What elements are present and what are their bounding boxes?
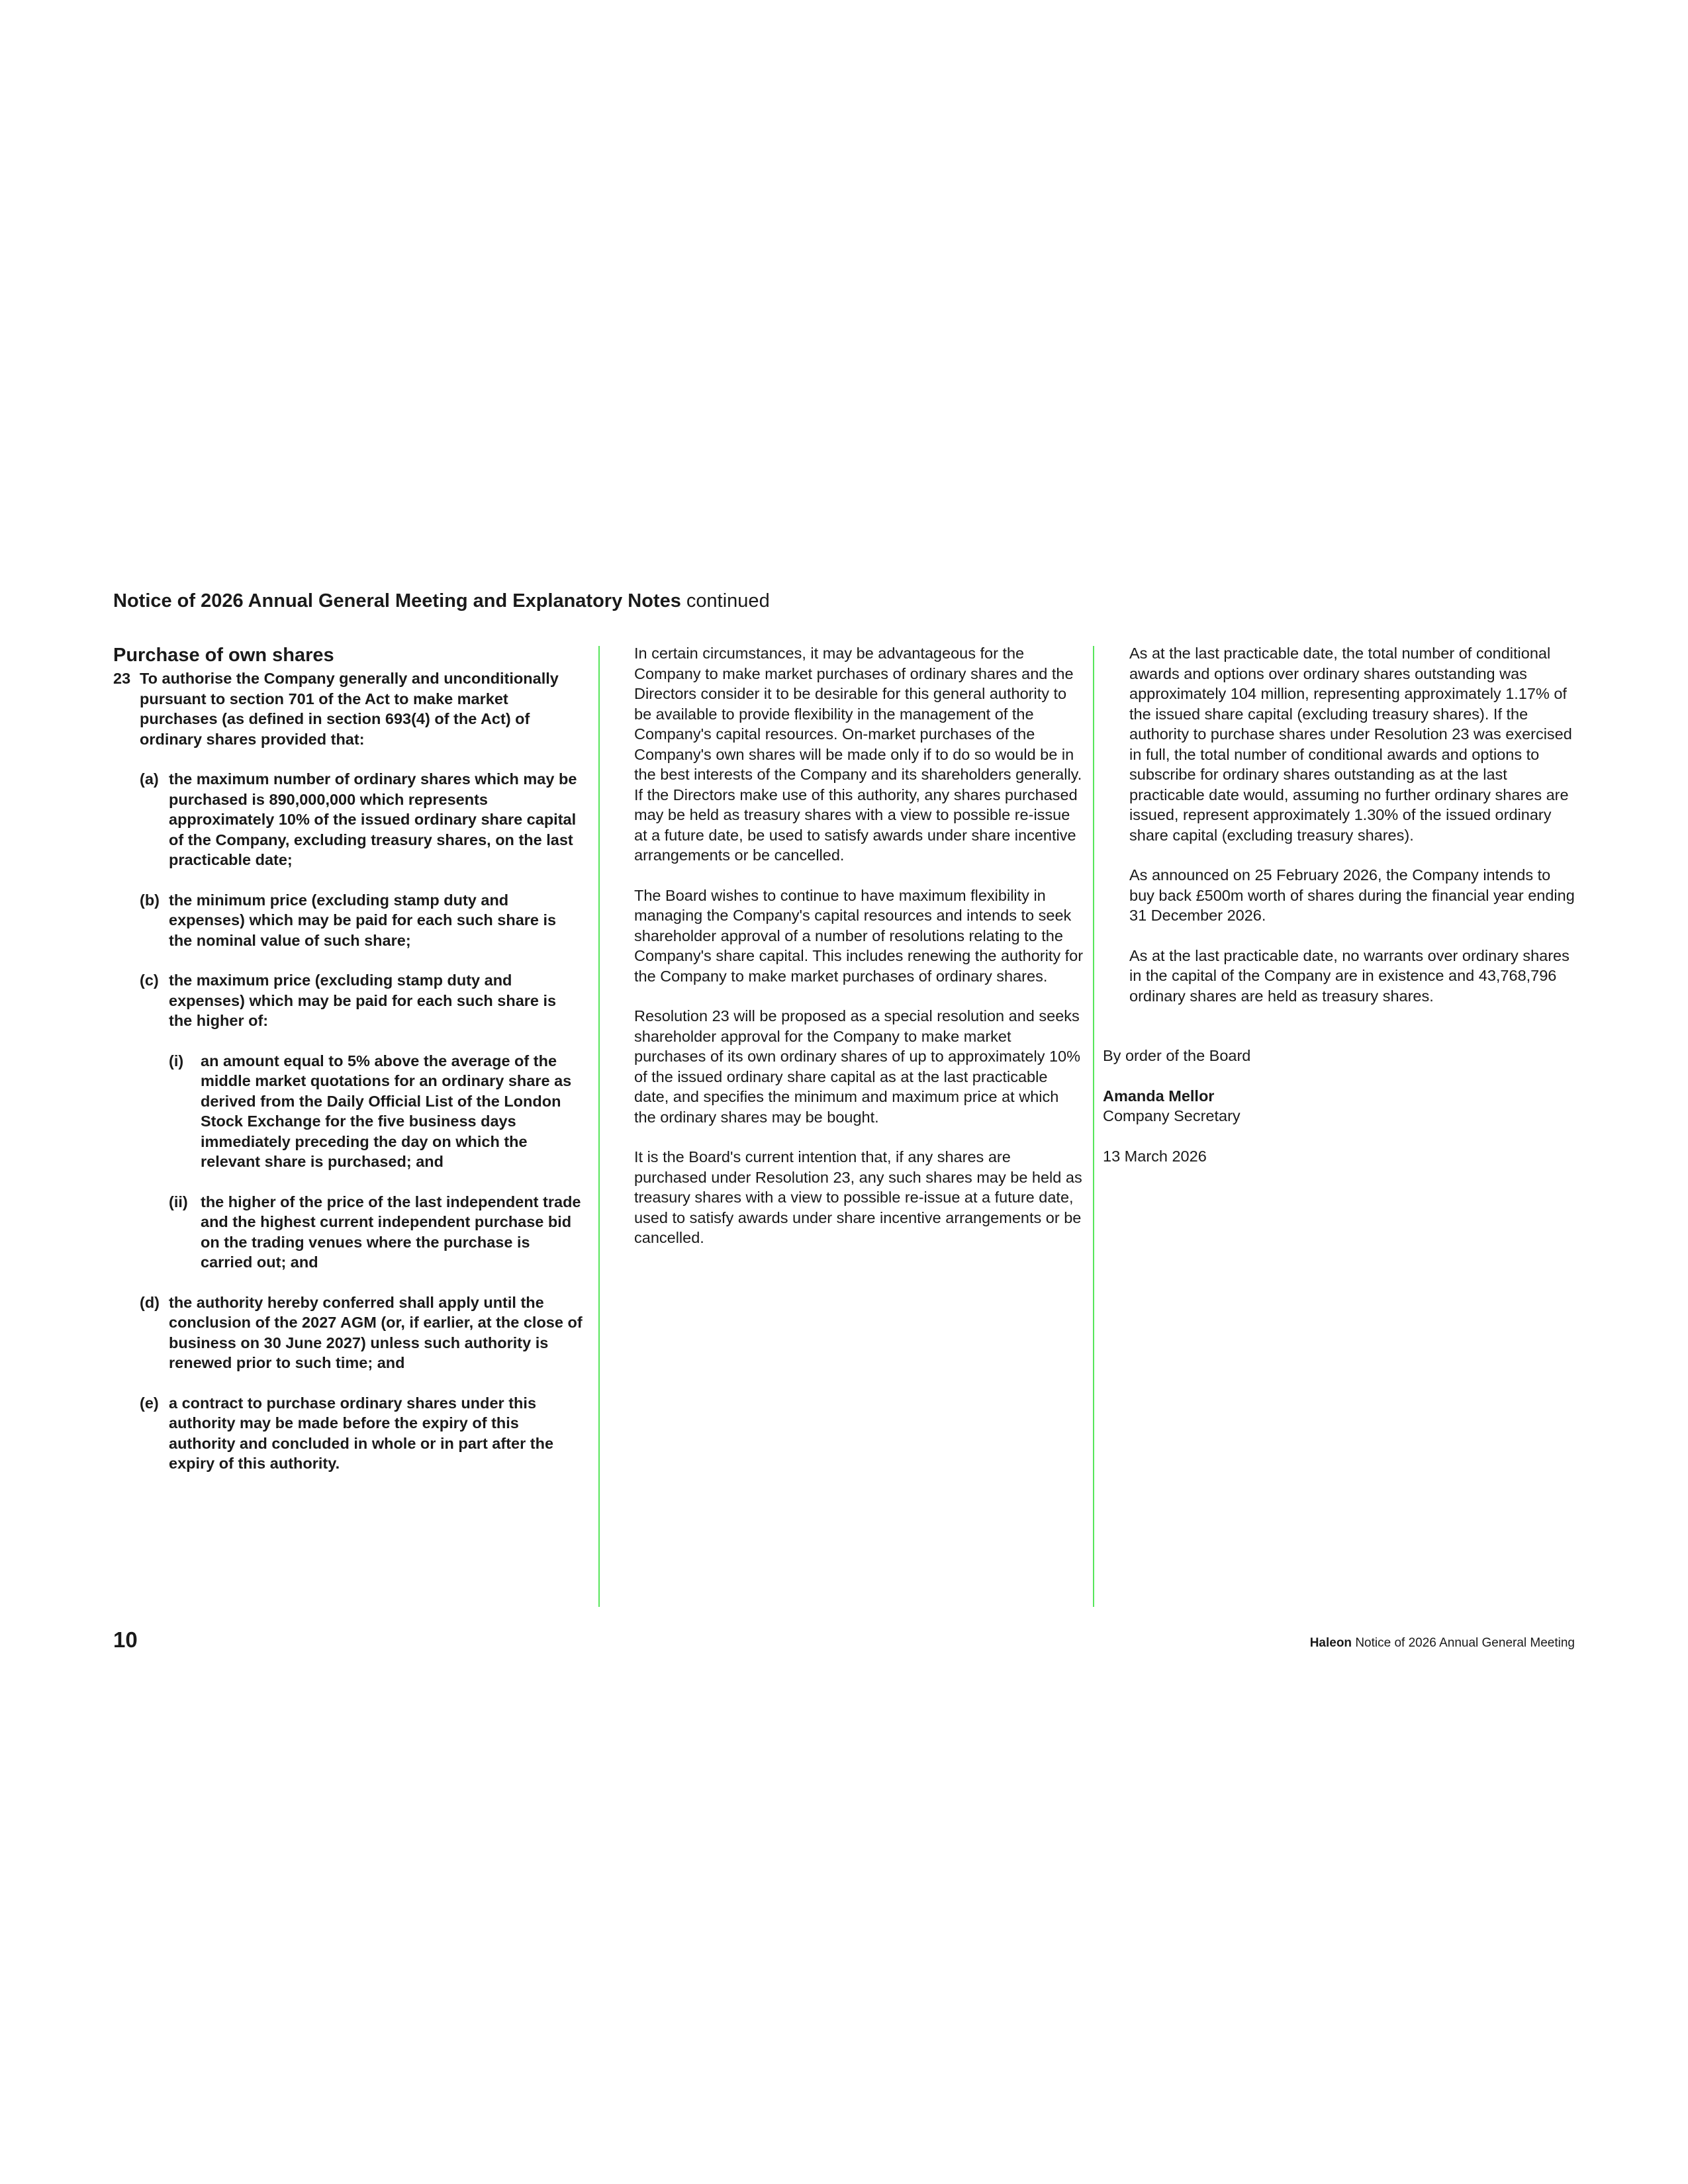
by-order-text: By order of the Board: [1103, 1047, 1251, 1064]
item-label: (c): [140, 972, 159, 989]
resolution-item-a: [140, 769, 583, 870]
item-text: the maximum number of ordinary shares which may be purchased is 890,000,000 which represents approximately 10% of the issued ordinary share capital of the Company, excluding treasury shares, on the last practicable date;: [169, 770, 577, 868]
footer-document-title: [1310, 1635, 1575, 1652]
item-label: (ii): [169, 1193, 188, 1210]
item-label: (b): [140, 891, 160, 909]
item-text: the minimum price (excluding stamp duty and expenses) which may be paid for each such share is the nominal value of such share;: [169, 891, 557, 949]
resolution-number: 23: [113, 670, 131, 687]
item-label: (e): [140, 1394, 159, 1412]
explanatory-paragraph: As announced on 25 February 2026, the Company intends to buy back £500m worth of shares during the financial year ending 31 December 2026.: [1129, 866, 1575, 924]
resolution-23: [113, 668, 583, 749]
item-text: the authority hereby conferred shall apply until the conclusion of the 2027 AGM (or, if earlier, at the close of business on 30 June 2027) unless such authority is renewed prior to such time; and: [169, 1293, 583, 1371]
header-title: Notice of 2026 Annual General Meeting and Explanatory Notes: [113, 590, 681, 612]
resolution-item-e: [140, 1393, 583, 1474]
footer-doc-title: Notice of 2026 Annual General Meeting: [1355, 1636, 1575, 1650]
explanatory-paragraph: As at the last practicable date, the total number of conditional awards and options over ordinary shares outstanding was approximately 104 million, representing approximately 1.17% of the issued share capital (excluding treasury shares). If the authority to purchase shares under Resolution 23 was exercised in full, the total number of conditional awards and options to subscribe for ordinary shares outstanding as at the last practicable date would, assuming no further ordinary shares are issued, represent approximately 1.30% of the issued ordinary share capital (excluding treasury shares).: [1129, 645, 1572, 844]
item-text: the higher of the price of the last independent trade and the highest current independent purchase bid on the trading venues where the purchase is carried out; and: [201, 1193, 581, 1271]
item-label: (i): [169, 1052, 184, 1069]
column-divider: [1093, 646, 1094, 1607]
resolution-item-c: [140, 970, 583, 1031]
signature-block: [1103, 1046, 1579, 1166]
page-number: 10: [113, 1627, 138, 1652]
resolution-item-c-ii: [169, 1192, 583, 1273]
resolution-item-c-i: [169, 1051, 583, 1172]
signature-date: 13 March 2026: [1103, 1147, 1207, 1165]
resolution-item-d: [140, 1293, 583, 1373]
resolution-item-b: [140, 890, 583, 951]
brand-name: Haleon: [1309, 1636, 1352, 1650]
item-label: (a): [140, 770, 159, 788]
column-explanatory-notes: [634, 643, 1084, 1268]
column-share-capital-notes: [1103, 643, 1579, 1166]
item-text: a contract to purchase ordinary shares under this authority may be made before the expiry of this authority and concluded in whole or in part after the expiry of this authority.: [169, 1394, 554, 1472]
column-resolution: [113, 643, 583, 1474]
header-suffix: continued: [686, 590, 770, 612]
item-text: the maximum price (excluding stamp duty and expenses) which may be paid for each such share is the higher of:: [169, 972, 557, 1029]
explanatory-paragraph: In certain circumstances, it may be advantageous for the Company to make market purchases of ordinary shares and the Directors consider it to be desirable for this general authority to be available to provide flexibility in the management of the Company's capital resources. On-market purchases of the Company's own shares will be made only if to do so would be in the best interests of the Company and its shareholders generally. If the Directors make use of this authority, any shares purchased may be held as treasury shares with a view to possible re-issue at a future date, be used to satisfy awards under share incentive arrangements or be cancelled.: [634, 645, 1082, 864]
item-text: an amount equal to 5% above the average of the middle market quotations for an ordinary share as derived from the Daily Official List of the London Stock Exchange for the five business days immediately preceding the day on which the relevant share is purchased; and: [201, 1052, 572, 1170]
explanatory-paragraph: Resolution 23 will be proposed as a special resolution and seeks shareholder approval for the Company to make market purchases of its own ordinary shares of up to approximately 10% of the issued ordinary share capital as at the last practicable date, and specifies the minimum and maximum price at which the ordinary shares may be bought.: [634, 1007, 1081, 1126]
explanatory-paragraph: The Board wishes to continue to have maximum flexibility in managing the Company's capital resources and intends to seek shareholder approval of a number of resolutions relating to the Company's share capital. This includes renewing the authority for the Company to make market purchases of ordinary shares.: [634, 886, 1084, 985]
explanatory-paragraph: As at the last practicable date, no warrants over ordinary shares in the capital of the Company are in existence and 43,768,796 ordinary shares are held as treasury shares.: [1129, 946, 1570, 1005]
signatory-name: Amanda Mellor: [1103, 1087, 1215, 1105]
signatory-title: Company Secretary: [1103, 1107, 1241, 1124]
item-label: (d): [140, 1293, 160, 1311]
page-header: [113, 588, 1570, 614]
section-title: Purchase of own shares: [113, 645, 334, 666]
resolution-text: To authorise the Company generally and unconditionally pursuant to section 701 of the Act to make market purchases (as defined in section 693(4) of the Act) of ordinary shares provided that:: [140, 670, 559, 748]
explanatory-paragraph: It is the Board's current intention that, if any shares are purchased under Resolution 23, any such shares may be held as treasury shares with a view to possible re-issue at a future date, used to satisfy awards under share incentive arrangements or be cancelled.: [634, 1148, 1082, 1246]
column-divider: [598, 646, 600, 1607]
